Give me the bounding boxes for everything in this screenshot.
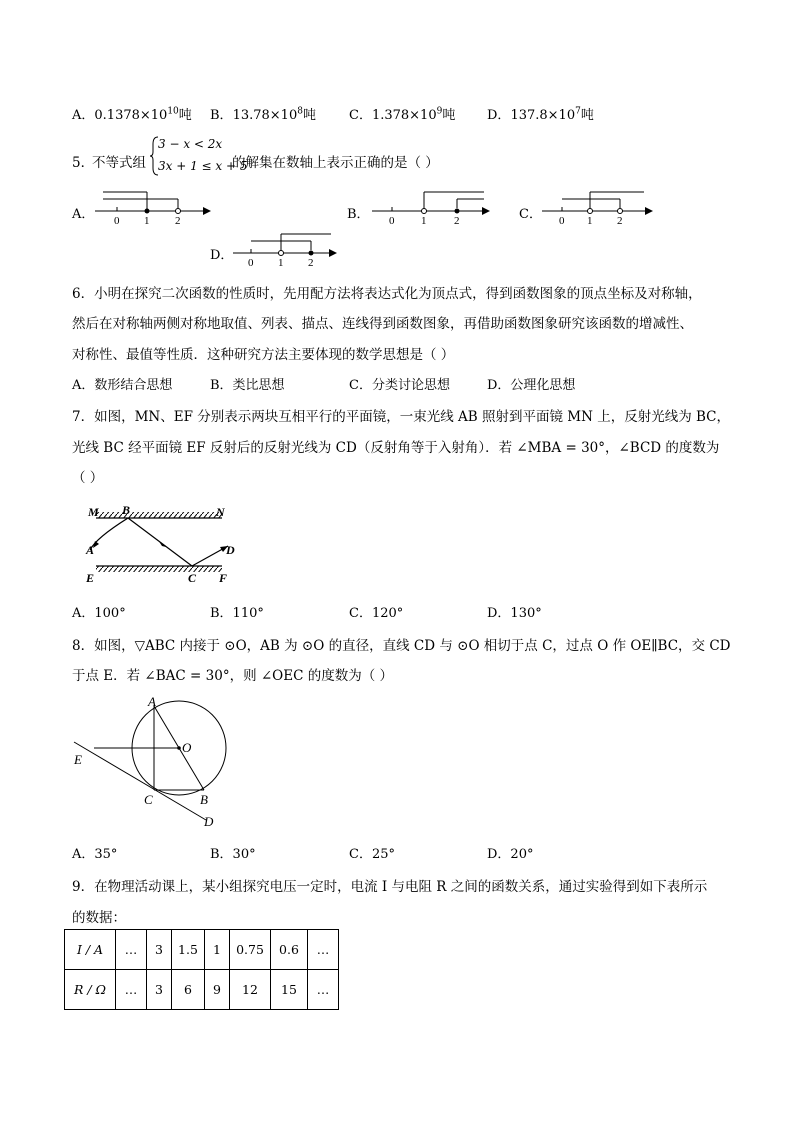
table-cell: 15 bbox=[271, 970, 308, 1010]
q5-number: 5． bbox=[72, 155, 95, 171]
table-cell: … bbox=[308, 970, 339, 1010]
q5-numberline-d[interactable] bbox=[233, 228, 343, 270]
q7-option-d[interactable]: D．130° bbox=[487, 606, 542, 621]
q5b-tick-2: 2 bbox=[454, 215, 460, 227]
q5d-tick-0: 0 bbox=[248, 257, 254, 269]
q7-mirror-figure bbox=[82, 502, 242, 590]
table-cell: 9 bbox=[205, 970, 230, 1010]
q6-line-3: 对称性、最值等性质．这种研究方法主要体现的数学思想是（ ） bbox=[72, 347, 455, 363]
q5b-tick-1: 1 bbox=[421, 215, 427, 227]
q8-label-B: B bbox=[200, 792, 208, 807]
q6-option-b[interactable]: B．类比思想 bbox=[210, 378, 285, 393]
q5-inequality-1: 3 − x < 2x bbox=[158, 137, 223, 151]
q6-option-a[interactable]: A．数形结合思想 bbox=[72, 378, 173, 393]
q8-label-O: O bbox=[182, 740, 192, 755]
table-cell: R / Ω bbox=[65, 970, 116, 1010]
q7-label-M: M bbox=[88, 505, 99, 519]
q4-option-c-exp: 9 bbox=[436, 106, 443, 117]
q7-option-b[interactable]: B．110° bbox=[210, 606, 264, 621]
q8-label-C: C bbox=[144, 792, 153, 807]
q8-option-a[interactable]: A．35° bbox=[72, 847, 118, 862]
q7-label-E: E bbox=[86, 571, 95, 585]
table-cell: 12 bbox=[230, 970, 271, 1010]
q6-line-2: 然后在对称轴两侧对称地取值、列表、描点、连线得到函数图象，再借助函数图象研究该函数的增减性、 bbox=[72, 316, 693, 332]
q8-label-D: D bbox=[204, 814, 214, 829]
q5d-tick-1: 1 bbox=[278, 257, 284, 269]
table-cell: I / A bbox=[65, 930, 116, 970]
q5b-tick-0: 0 bbox=[389, 215, 395, 227]
q8-option-b[interactable]: B．30° bbox=[210, 847, 256, 862]
q7-label-A: A bbox=[86, 543, 95, 557]
table-cell: … bbox=[116, 930, 147, 970]
q4-option-a[interactable] bbox=[72, 104, 192, 123]
q7-line-2: 光线 BC 经平面镜 EF 反射后的反射光线为 CD（反射角等于入射角）．若 ∠MBA = 30°，∠BCD 的度数为 bbox=[72, 440, 720, 456]
table-cell: … bbox=[116, 970, 147, 1010]
table-cell: 1.5 bbox=[172, 930, 205, 970]
q5-numberline-a[interactable] bbox=[95, 186, 215, 228]
q5a-tick-2: 2 bbox=[175, 215, 181, 227]
q5c-tick-0: 0 bbox=[559, 215, 565, 227]
q5-suffix: 的解集在数轴上表示正确的是（ ） bbox=[232, 155, 439, 171]
q4-option-a-unit: 吨 bbox=[178, 108, 192, 123]
q4-option-b[interactable] bbox=[210, 104, 316, 123]
q5c-tick-2: 2 bbox=[617, 215, 623, 227]
table-row bbox=[65, 970, 339, 1010]
q4-option-b-unit: 吨 bbox=[302, 108, 316, 123]
q7-option-c[interactable]: C．120° bbox=[349, 606, 404, 621]
q7-option-a[interactable]: A．100° bbox=[72, 606, 126, 621]
q7-label-B: B bbox=[122, 503, 131, 517]
q7-label-F: F bbox=[219, 571, 228, 585]
q6-line-1: 6．小明在探究二次函数的性质时，先用配方法将表达式化为顶点式，得到函数图象的顶点坐标及对称轴， bbox=[72, 286, 702, 302]
q4-option-b-exp: 8 bbox=[297, 106, 303, 117]
table-row bbox=[65, 930, 339, 970]
table-cell: 3 bbox=[147, 970, 172, 1010]
q9-line-1: 9．在物理活动课上，某小组探究电压一定时，电流 I 与电阻 R 之间的函数关系，通过实验得到如下表所示 bbox=[72, 879, 708, 895]
q8-line-2: 于点 E．若 ∠BAC = 30°，则 ∠OEC 的度数为（ ） bbox=[72, 668, 394, 684]
q4-option-d-unit: 吨 bbox=[580, 108, 594, 123]
q5-label-d[interactable]: D． bbox=[210, 248, 234, 263]
table-cell: 1 bbox=[205, 930, 230, 970]
q5-label-a[interactable]: A． bbox=[72, 207, 95, 222]
q5a-tick-1: 1 bbox=[144, 215, 150, 227]
q6-option-d[interactable]: D．公理化思想 bbox=[487, 378, 576, 393]
q8-circle-figure bbox=[66, 692, 236, 832]
q4-option-c-letter: C． bbox=[349, 108, 372, 123]
q4-option-a-base: 0.1378×10 bbox=[94, 108, 168, 123]
q8-label-A: A bbox=[148, 694, 156, 709]
q9-data-table bbox=[64, 929, 339, 1010]
q8-line-1: 8．如图，▽ABC 内接于 ⊙O，AB 为 ⊙O 的直径，直线 CD 与 ⊙O 相切于点 C，过点 O 作 OE∥BC，交 CD bbox=[72, 638, 731, 654]
q4-option-b-base: 13.78×10 bbox=[232, 108, 298, 123]
q7-label-D: D bbox=[226, 543, 235, 557]
q8-option-c[interactable]: C．25° bbox=[349, 847, 395, 862]
q8-option-d[interactable]: D．20° bbox=[487, 847, 534, 862]
q4-option-c-unit: 吨 bbox=[442, 108, 456, 123]
q5-numberline-b[interactable] bbox=[372, 186, 497, 228]
q7-line-1: 7．如图，MN、EF 分别表示两块互相平行的平面镜，一束光线 AB 照射到平面镜 MN 上，反射光线为 BC， bbox=[72, 409, 730, 425]
q4-option-b-letter: B． bbox=[210, 108, 233, 123]
q5d-tick-2: 2 bbox=[308, 257, 314, 269]
q5c-tick-1: 1 bbox=[587, 215, 593, 227]
q4-option-c[interactable] bbox=[349, 104, 455, 123]
table-cell: 6 bbox=[172, 970, 205, 1010]
q9-line-2: 的数据： bbox=[72, 910, 126, 926]
table-cell: 0.75 bbox=[230, 930, 271, 970]
q4-option-d-letter: D． bbox=[487, 108, 511, 123]
table-cell: 0.6 bbox=[271, 930, 308, 970]
table-cell: … bbox=[308, 930, 339, 970]
q5-numberline-c[interactable] bbox=[542, 186, 662, 228]
q7-label-C: C bbox=[188, 571, 197, 585]
q4-option-d[interactable] bbox=[487, 104, 594, 123]
q5a-tick-0: 0 bbox=[114, 215, 120, 227]
q4-option-a-exp: 10 bbox=[167, 106, 179, 117]
q6-option-c[interactable]: C．分类讨论思想 bbox=[349, 378, 450, 393]
q5-label-b[interactable]: B． bbox=[347, 207, 370, 222]
q5-prefix: 不等式组 bbox=[92, 155, 146, 171]
q7-label-N: N bbox=[216, 505, 225, 519]
q5-label-c[interactable]: C． bbox=[519, 207, 542, 222]
q4-option-c-base: 1.378×10 bbox=[371, 108, 437, 123]
q4-option-a-letter: A． bbox=[72, 108, 95, 123]
q8-label-E: E bbox=[74, 752, 82, 767]
table-cell: 3 bbox=[147, 930, 172, 970]
q5-inequality-2: 3x + 1 ≤ x + 5 bbox=[158, 159, 248, 173]
q7-line-3: （ ） bbox=[72, 470, 104, 486]
q4-option-d-base: 137.8×10 bbox=[510, 108, 576, 123]
q4-option-d-exp: 7 bbox=[575, 106, 581, 117]
